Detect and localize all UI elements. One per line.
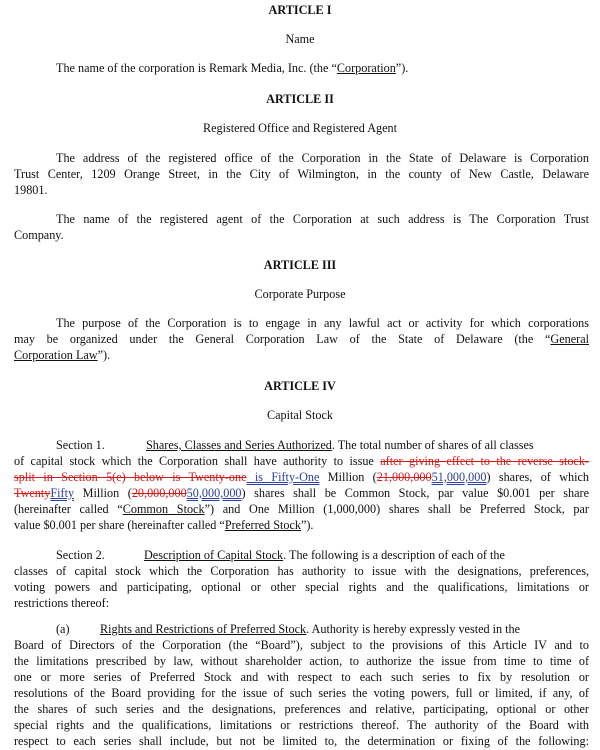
- subsection-label: (a): [56, 622, 70, 636]
- deleted-text: 21,000,000: [376, 470, 432, 484]
- text-run: ”).: [97, 348, 111, 362]
- defined-term: Corporation: [336, 61, 396, 75]
- text-run: . The total number of shares of all classes: [331, 438, 534, 452]
- text-run: ”) and One Million (1,000,000) shares shall be Preferred Stock, par: [204, 502, 589, 516]
- inserted-text: 50,000,000: [186, 486, 242, 500]
- article-ii-p1-line1: The address of the registered office of the Corporation in the State of Delaware is Corporation: [56, 151, 589, 165]
- article-i-title: Name: [285, 32, 315, 46]
- text-run: ) shares, of which: [486, 470, 589, 484]
- text-run: value $0.001 per share (hereinafter called “: [14, 518, 225, 532]
- section-1-line6: [14, 517, 313, 533]
- section-2-line2: classes of capital stock which the Corporation has authority to issue with the designations, preferences,: [14, 564, 589, 578]
- defined-term: General: [550, 332, 589, 346]
- article-ii-p2-line2: Company.: [14, 228, 64, 242]
- text-run: ”).: [395, 61, 409, 75]
- inserted-text: Fifty: [50, 486, 75, 500]
- defined-term: Common Stock: [122, 502, 205, 516]
- text-run: Million (: [319, 470, 377, 484]
- subsection-a-line4: one or more series of Preferred Stock and with respect to each such series to fix by resolution or: [14, 670, 589, 684]
- text-run: . Authority is hereby expressly vested in the: [306, 622, 521, 636]
- text-run: may be organized under the General Corporation Law of the State of Delaware (the “: [14, 332, 551, 346]
- section-2-line4: restrictions thereof:: [14, 596, 110, 610]
- subsection-title: Rights and Restrictions of Preferred Stock: [100, 622, 307, 636]
- section-1-line4: [14, 485, 589, 501]
- text-run: ”).: [300, 518, 314, 532]
- section-1-line5: [14, 501, 589, 517]
- article-iii-heading: ARTICLE III: [263, 258, 337, 272]
- text-run: . The following is a description of each of the: [283, 548, 505, 562]
- section-2-line1: [56, 547, 589, 563]
- article-iv-title: Capital Stock: [266, 408, 333, 422]
- article-ii-p1-line3: 19801.: [14, 183, 48, 197]
- article-i-heading: ARTICLE I: [268, 3, 332, 17]
- section-1-line2: [14, 453, 589, 469]
- text-run: (hereinafter called “: [14, 502, 123, 516]
- section-1-line3: [14, 469, 589, 485]
- subsection-a-line2: Board of Directors of the Corporation (the “Board”), subject to the provisions of this Article IV and to: [14, 638, 589, 652]
- deleted-text: 20,000,000: [131, 486, 187, 500]
- article-iii-line1: The purpose of the Corporation is to engage in any lawful act or activity for which corporations: [56, 316, 589, 330]
- defined-term: Preferred Stock: [224, 518, 301, 532]
- article-iii-line2: [14, 331, 589, 347]
- article-iv-heading: ARTICLE IV: [264, 379, 336, 393]
- inserted-text: 51,000,000: [431, 470, 487, 484]
- section-title: Description of Capital Stock: [144, 548, 284, 562]
- article-iii-line3: [14, 347, 110, 363]
- article-iii-title: Corporate Purpose: [254, 287, 346, 301]
- article-ii-p1-line2: Trust Center, 1209 Orange Street, in the City of Wilmington, in the county of New Castle, Delaware: [14, 167, 589, 181]
- subsection-a-line3: the limitations prescribed by law, without shareholder action, to authorize the issue from time to time of: [14, 654, 589, 668]
- text-run: Million (: [74, 486, 132, 500]
- subsection-a-line7: special rights and the qualifications, limitations or restrictions thereof. The authority of the Board with: [14, 718, 589, 732]
- subsection-a-line1: [56, 621, 589, 637]
- article-i-paragraph: [56, 60, 408, 76]
- section-1-line1: [56, 437, 589, 453]
- text-run: The name of the corporation is Remark Media, Inc. (the “: [56, 61, 337, 75]
- deleted-text: Twenty: [14, 486, 51, 500]
- deleted-text: split in Section 5(e) below is Twenty-one: [14, 470, 247, 484]
- article-ii-p2-line1: The name of the registered agent of the Corporation at such address is The Corporation Trust: [56, 212, 589, 226]
- defined-term: Corporation Law: [14, 348, 98, 362]
- subsection-a-line6: the shares of such series and the designations, preferences and relative, participating, optional or other: [14, 702, 589, 716]
- article-ii-heading: ARTICLE II: [266, 92, 334, 106]
- section-2-line3: voting powers and participating, optional or other special rights and the qualifications, limitations or: [14, 580, 589, 594]
- subsection-a-line5: resolutions of the Board providing for the issue of such series the voting powers, full or limited, if any, of: [14, 686, 589, 700]
- section-title: Shares, Classes and Series Authorized: [146, 438, 332, 452]
- section-number: Section 1.: [56, 438, 105, 452]
- deleted-text: after giving effect to the reverse stock-: [380, 454, 589, 468]
- subsection-a-line8: respect to each series shall include, but not be limited to, the determination or fixing of the following:: [14, 734, 589, 748]
- inserted-text: is Fifty-One: [246, 470, 320, 484]
- article-ii-title: Registered Office and Registered Agent: [202, 121, 398, 135]
- text-run: of capital stock which the Corporation shall have authority to issue: [14, 454, 381, 468]
- section-number: Section 2.: [56, 548, 105, 562]
- text-run: ) shares shall be Common Stock, par value $0.001 per share: [241, 486, 589, 500]
